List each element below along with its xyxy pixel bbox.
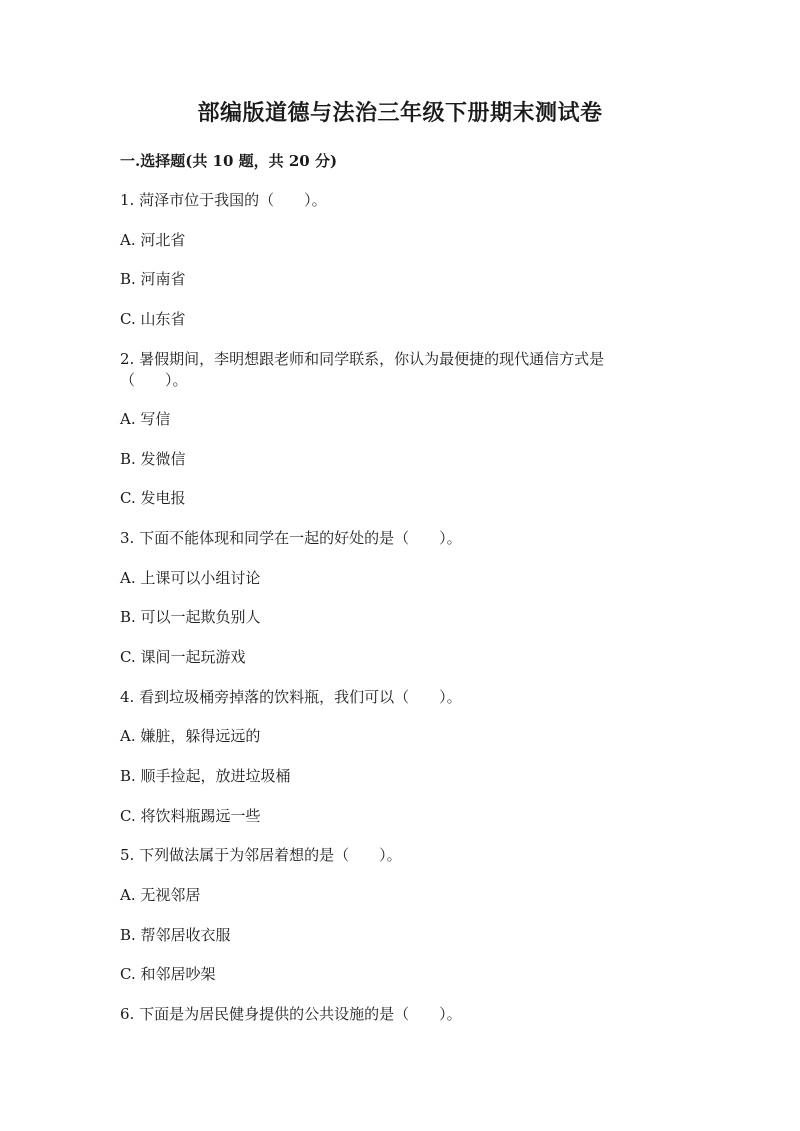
question-3-option-b: B. 可以一起欺负别人: [120, 608, 261, 626]
section-heading: 一.选择题(共 10 题，共 20 分): [120, 152, 338, 170]
question-2-option-a: A. 写信: [120, 410, 171, 428]
question-5-stem: 5. 下列做法属于为邻居着想的是（ ）。: [120, 846, 402, 864]
question-5-option-c: C. 和邻居吵架: [120, 965, 216, 983]
question-3-stem: 3. 下面不能体现和同学在一起的好处的是（ ）。: [120, 529, 462, 547]
question-3-option-c: C. 课间一起玩游戏: [120, 648, 246, 666]
question-6-stem: 6. 下面是为居民健身提供的公共设施的是（ ）。: [120, 1005, 462, 1023]
question-4-stem: 4. 看到垃圾桶旁掉落的饮料瓶，我们可以（ ）。: [120, 688, 462, 706]
question-1-option-b: B. 河南省: [120, 270, 186, 288]
question-4-option-c: C. 将饮料瓶踢远一些: [120, 807, 261, 825]
question-1-option-a: A. 河北省: [120, 231, 186, 249]
question-4-option-b: B. 顺手捡起，放进垃圾桶: [120, 767, 291, 785]
question-1-stem: 1. 菏泽市位于我国的（ ）。: [120, 191, 327, 209]
question-4-option-a: A. 嫌脏，躲得远远的: [120, 727, 261, 745]
question-2-stem-line1: 2. 暑假期间，李明想跟老师和同学联系，你认为最便捷的现代通信方式是: [120, 350, 605, 368]
question-1-option-c: C. 山东省: [120, 310, 186, 328]
exam-title: 部编版道德与法治三年级下册期末测试卷: [197, 100, 603, 126]
question-3-option-a: A. 上课可以小组讨论: [120, 569, 261, 587]
question-2-option-c: C. 发电报: [120, 489, 186, 507]
question-5-option-b: B. 帮邻居收衣服: [120, 926, 231, 944]
question-5-option-a: A. 无视邻居: [120, 886, 201, 904]
question-2-stem-line2: （ ）。: [120, 371, 188, 389]
question-2-option-b: B. 发微信: [120, 450, 186, 468]
